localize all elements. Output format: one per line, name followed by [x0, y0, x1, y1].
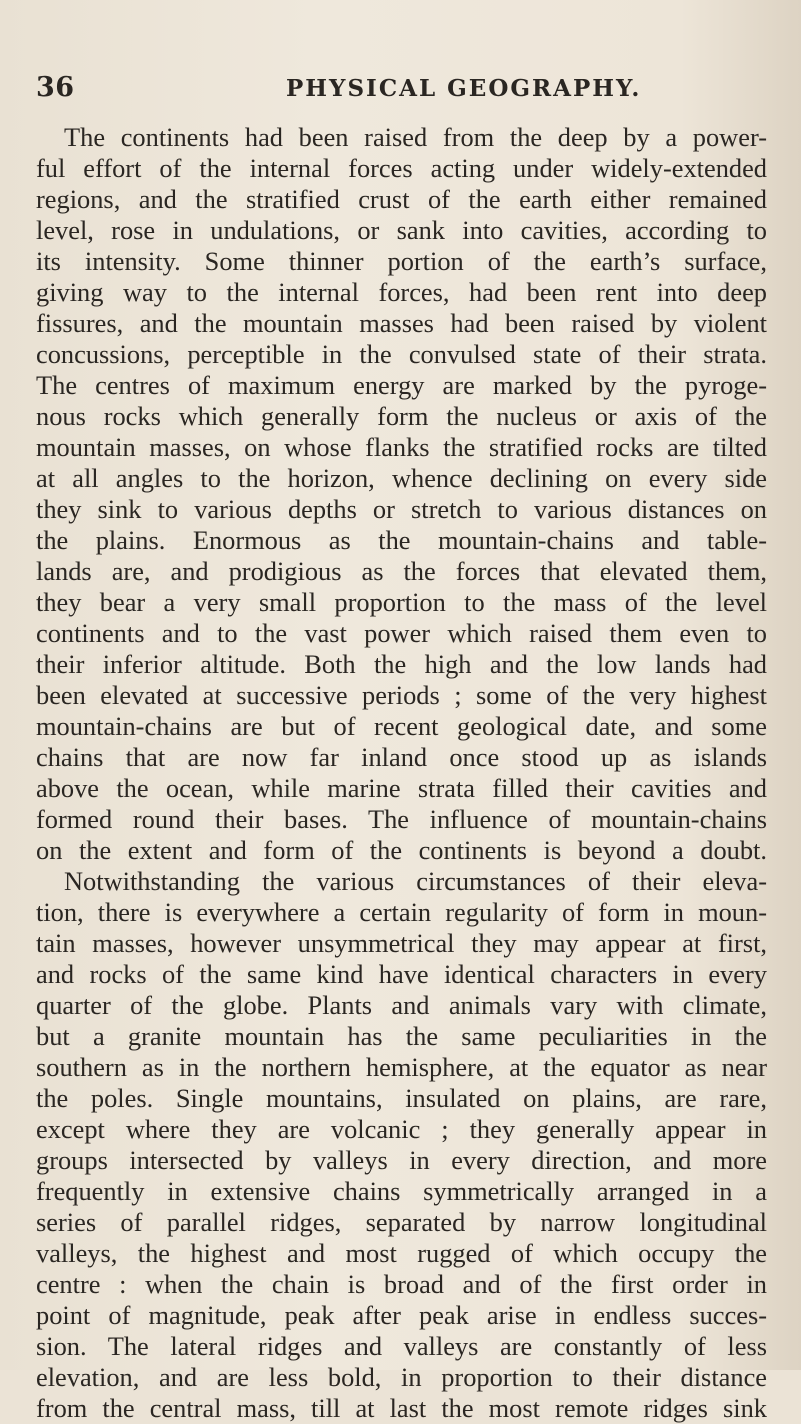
text-line: level, rose in undulations, or sank into cavities, according to	[36, 215, 767, 245]
text-line: from the central mass, till at last the most remote ridges sink	[36, 1393, 767, 1423]
text-line: lands are, and prodigious as the forces that elevated them,	[36, 556, 767, 586]
text-line: tain masses, however unsymmetrical they may appear at first,	[36, 928, 767, 958]
body-text	[0, 122, 801, 1423]
text-line: formed round their bases. The influence of mountain-chains	[36, 804, 767, 834]
text-line: but a granite mountain has the same peculiarities in the	[36, 1021, 767, 1051]
text-line: concussions, perceptible in the convulsed state of their strata.	[36, 339, 767, 369]
text-line: southern as in the northern hemisphere, at the equator as near	[36, 1052, 767, 1082]
text-line: they sink to various depths or stretch to various distances on	[36, 494, 767, 524]
text-line: The centres of maximum energy are marked by the pyroge-	[36, 370, 767, 400]
text-line: point of magnitude, peak after peak arise in endless succes-	[36, 1300, 767, 1330]
text-line: series of parallel ridges, separated by narrow longitudinal	[36, 1207, 767, 1237]
text-line: continents and to the vast power which raised them even to	[36, 618, 767, 648]
text-line: valleys, the highest and most rugged of which occupy the	[36, 1238, 767, 1268]
text-line: giving way to the internal forces, had been rent into deep	[36, 277, 767, 307]
text-line: mountain-chains are but of recent geological date, and some	[36, 711, 767, 741]
text-line: above the ocean, while marine strata filled their cavities and	[36, 773, 767, 803]
text-line: the poles. Single mountains, insulated on plains, are rare,	[36, 1083, 767, 1113]
text-line: ful effort of the internal forces acting under widely-extended	[36, 153, 767, 183]
text-line: centre : when the chain is broad and of the first order in	[36, 1269, 767, 1299]
text-line: their inferior altitude. Both the high and the low lands had	[36, 649, 767, 679]
text-line: been elevated at successive periods ; some of the very highest	[36, 680, 767, 710]
text-line: elevation, and are less bold, in proportion to their distance	[36, 1362, 767, 1392]
page-number: 36	[36, 72, 75, 103]
text-line: they bear a very small proportion to the mass of the level	[36, 587, 767, 617]
page-header	[36, 72, 756, 112]
text-line: mountain masses, on whose flanks the stratified rocks are tilted	[36, 432, 767, 462]
text-line: Notwithstanding the various circumstances of their eleva-	[64, 866, 767, 896]
text-line: groups intersected by valleys in every direction, and more	[36, 1145, 767, 1175]
text-line: regions, and the stratified crust of the earth either remained	[36, 184, 767, 214]
text-line: sion. The lateral ridges and valleys are constantly of less	[36, 1331, 767, 1361]
text-line: chains that are now far inland once stood up as islands	[36, 742, 767, 772]
text-line: The continents had been raised from the deep by a power-	[64, 122, 767, 152]
text-line: fissures, and the mountain masses had been raised by violent	[36, 308, 767, 338]
running-head: PHYSICAL GEOGRAPHY.	[286, 75, 642, 102]
text-line: its intensity. Some thinner portion of the earth’s surface,	[36, 246, 767, 276]
text-line: nous rocks which generally form the nucleus or axis of the	[36, 401, 767, 431]
text-line: at all angles to the horizon, whence declining on every side	[36, 463, 767, 493]
text-line: frequently in extensive chains symmetrically arranged in a	[36, 1176, 767, 1206]
text-line: the plains. Enormous as the mountain-chains and table-	[36, 525, 767, 555]
text-line: on the extent and form of the continents is beyond a doubt.	[36, 835, 767, 865]
text-line: except where they are volcanic ; they generally appear in	[36, 1114, 767, 1144]
text-line: tion, there is everywhere a certain regularity of form in moun-	[36, 897, 767, 927]
text-line: and rocks of the same kind have identical characters in every	[36, 959, 767, 989]
text-line: quarter of the globe. Plants and animals vary with climate,	[36, 990, 767, 1020]
